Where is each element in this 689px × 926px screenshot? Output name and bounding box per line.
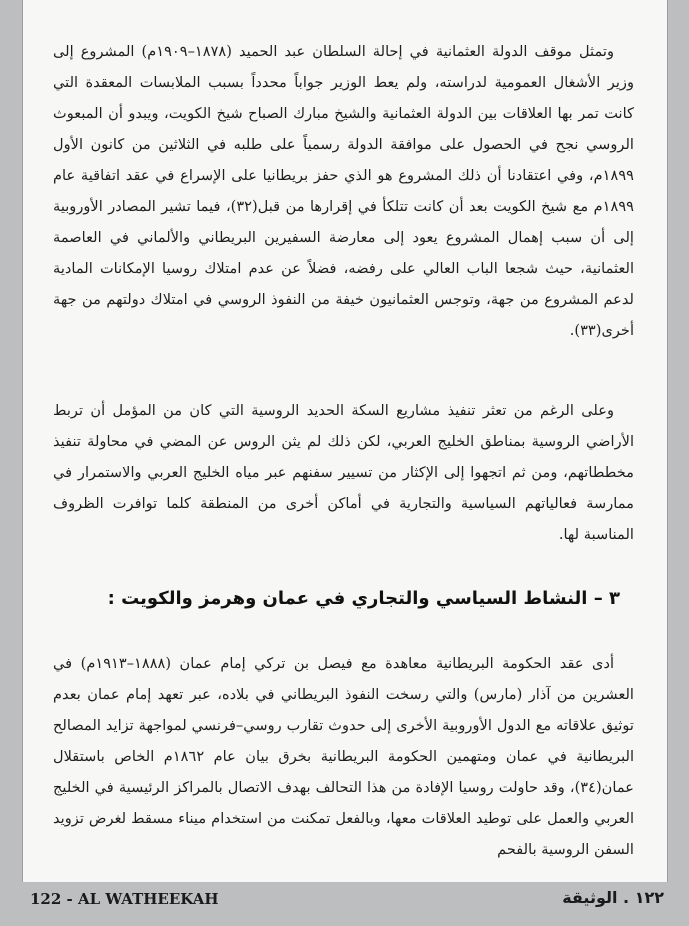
paragraph-1-text: وتمثل موقف الدولة العثمانية في إحالة السلطان عبد الحميد (١٨٧٨–١٩٠٩م) المشروع إلى وزير الأشغال العمومية لدراسته، ولم يعط الوزير جواباً محدداً بسبب الملابسات المعقدة التي كانت تمر بها العلاقات بين الدولة العثمانية والشيخ مبارك الصباح شيخ الكويت، ويبدو أن المبعوث الروسي نجح في الحصول على موافقة الدولة رسمياً على طلبه في الثلاثين من كانون الأول ١٨٩٩م، وفي اعتقادنا أن ذلك المشروع هو الذي حفز بريطانيا على الإسراع في عقد اتفاقية عام ١٨٩٩م مع شيخ الكويت بعد أن كانت تتلكأ في إقرارها من قبل(٣٢)، فيما تشير المصادر الأوروبية إلى أن سبب إهمال المشروع يعود إلى معارضة السفيرين البريطاني والألماني في العاصمة العثمانية، حيث شجعا الباب العالي على رفضه، فضلاً عن عدم امتلاك روسيا الإمكانات المادية لدعم المشروع من جهة، وتوجس العثمانيون خيفة من النفوذ الروسي في امتلاك دولتهم من جهة أخرى(٣٣). xyxy=(53,43,634,339)
paragraph-2-text: وعلى الرغم من تعثر تنفيذ مشاريع السكة الحديد الروسية التي كان من المؤمل أن تربط الأراضي الروسية بمناطق الخليج العربي، لكن ذلك لم يثن الروس عن المضي في محاولة تنفيذ مخططاتهم، ومن ثم اتجهوا إلى الإكثار من تسيير سفنهم عبر مياه الخليج العربي والاستمرار في ممارسة فعالياتهم السياسية والتجارية في أماكن أخرى من المنطقة كلما توافرت الظروف المناسبة لها. xyxy=(53,402,634,543)
paragraph-3-text: أدى عقد الحكومة البريطانية معاهدة مع فيصل بن تركي إمام عمان (١٨٨٨–١٩١٣م) في العشرين من آذار (مارس) والتي رسخت النفوذ البريطاني في بلاده، عبر تعهد إمام عمان بعدم توثيق علاقاته مع الدول الأوروبية الأخرى إلى حدوث تقارب روسي–فرنسي لمواجهة تزايد المصالح البريطانية في عمان ومتهمين الحكومة البريطانية بخرق بيان عام ١٨٦٢م الخاص باستقلال عمان(٣٤)، وقد حاولت روسيا الإفادة من هذا التحالف بهدف الاتصال بالمراكز الرئيسية في الخليج العربي والعمل على توطيد العلاقات معها، وبالفعل تمكنت من استخدام ميناء مسقط لغرض تزويد السفن الروسية بالفحم xyxy=(53,655,634,858)
document-page xyxy=(22,0,668,882)
paragraph-2 xyxy=(53,395,634,550)
page-footer xyxy=(0,882,689,926)
paragraph-3 xyxy=(53,648,634,865)
section-heading: ٣ – النشاط السياسي والتجاري في عمان وهرمز والكويت : xyxy=(107,588,620,609)
footer-journal-name: 122 - AL WATHEEKAH xyxy=(30,890,219,908)
footer-page-number: ١٢٢ . الوثيقة xyxy=(562,888,664,907)
paragraph-1 xyxy=(53,36,634,346)
